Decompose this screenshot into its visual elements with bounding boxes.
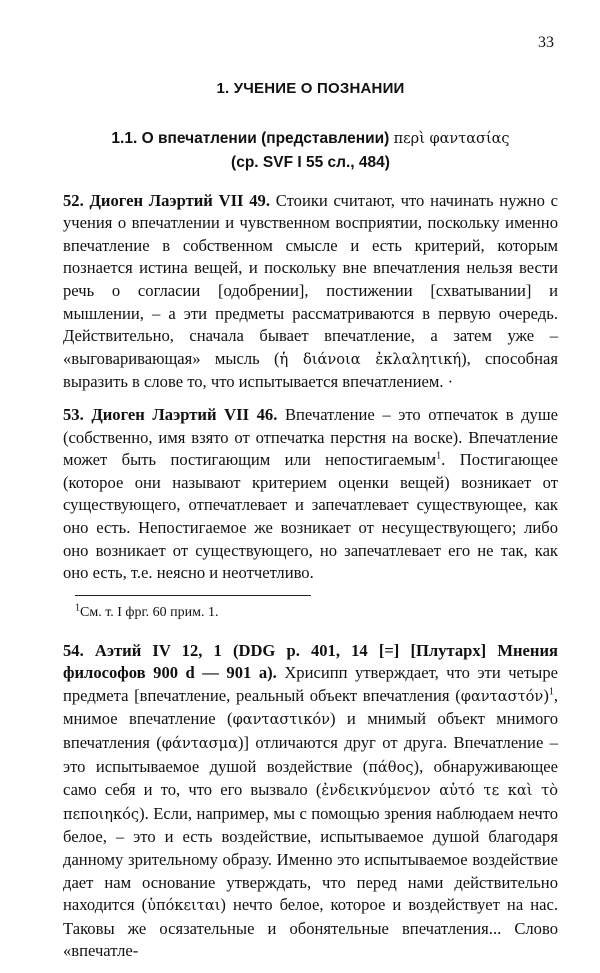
entry-54-text-2: ) xyxy=(543,685,549,705)
section-title-greek: περὶ φαντασίας xyxy=(393,130,510,147)
section-title-ref: (ср. SVF I 55 сл., 484) xyxy=(231,153,390,171)
entry-52-greek-1: ἡ διάνοια ἐκλαλητική xyxy=(279,350,462,368)
entry-52 xyxy=(63,190,558,394)
footnote-divider xyxy=(75,595,311,596)
footnote-marker: 1 xyxy=(436,450,442,462)
entry-54-greek-1: φανταστόν xyxy=(460,687,544,705)
entry-53 xyxy=(63,404,558,585)
entry-52-source: 52. Диоген Лаэртий VII 49. xyxy=(63,190,271,210)
section-title-text: 1.1. О впечатлении (представлении) xyxy=(111,129,390,147)
entry-54-sup: 1 xyxy=(548,686,554,698)
entry-54-text-5: )] отличаются друг от друга. Впечатление – это испытываемое душой воздействие ( xyxy=(63,733,559,776)
page-number: 33 xyxy=(538,34,554,51)
section-title xyxy=(63,127,558,174)
entry-53-text-2: . Постигающее (которое они называют критерием оценки вещей) возникает от существующего, отпечатлевает и запечатлевает существующее, как оно есть. Непостигаемое же возникает от несуществующего; либо оно возникает от существующего, но запечатлевает его не так, как оно есть, т.е. неясно и неотчетливо. xyxy=(63,450,558,583)
entry-52-text-1: Стоики считают, что начинать нужно с учения о впечатлении и чувственном восприятии, поскольку именно впечатление в собственном смысле и есть критерий, которым познается истина вещей, и поскольку вне впечатления нельзя вести речь о согласии [одобрении], постижении [схватывании] и мышлении, – а эти предметы рассматриваются в первую очередь. Действительно, сначала бывает впечатление, а затем уже – «выговаривающая» мысль ( xyxy=(63,190,558,368)
entry-54-greek-6: ὑπόκειται xyxy=(147,897,221,915)
footnote-mark: 1 xyxy=(75,602,80,614)
entry-54-text-4: ) и мнимый объект мнимого впечатления ( xyxy=(63,709,558,753)
entry-54-text-3: , мнимое впечатление ( xyxy=(63,685,558,729)
entry-54-text-1: Хрисипп утверждает, что эти четыре предмета [впечатление, реальный объект впечатления ( xyxy=(63,663,558,705)
footnote-text: См. т. I фрг. 60 прим. 1. xyxy=(80,604,219,620)
entry-54-text-7: ). Если, например, мы с помощью зрения наблюдаем нечто белое, – это и есть воздействие, испытываемое душой благодаря данному зрительному образу. Именно это испытываемое воздействие дает нам основание утверждать, что перед нами действительно находится ( xyxy=(63,803,558,915)
entry-54-greek-3: φάντασμα xyxy=(161,735,238,753)
entry-53-source: 53. Диоген Лаэртий VII 46. xyxy=(63,404,278,424)
entry-54-greek-5: ἐνδεικνύμενον αὑτό τε καὶ τὸ πεποιηκός xyxy=(63,782,558,823)
entry-54 xyxy=(63,640,558,963)
entry-54-text-8: ) нечто белое, которое и воздействует на нас. Таковы же осязательные и обонятельные впечатления... Слово «впечатле- xyxy=(63,895,559,961)
page-content xyxy=(63,78,558,973)
footnote xyxy=(75,604,558,622)
entry-54-greek-4: πάθος xyxy=(368,758,414,776)
entry-54-source: 54. Аэтий IV 12, 1 (DDG p. 401, 14 [=] [Плутарх] Мнения философов 900 d — 901 a). xyxy=(63,640,558,683)
entry-54-text-6: ), обнаруживающее само себя и то, что его вызвало ( xyxy=(63,756,558,800)
entry-54-greek-2: φανταστικόν xyxy=(232,711,330,729)
chapter-title: 1. УЧЕНИЕ О ПОЗНАНИИ xyxy=(216,80,405,97)
entry-53-text-1: Впечатление – это отпечаток в душе (собственно, имя взято от отпечатка перстня на воске). Впечатление может быть постигающим или непостигаемым xyxy=(63,404,558,470)
entry-52-text-2: ), способная выразить в слове то, что испытывается впечатлением. · xyxy=(63,348,558,392)
